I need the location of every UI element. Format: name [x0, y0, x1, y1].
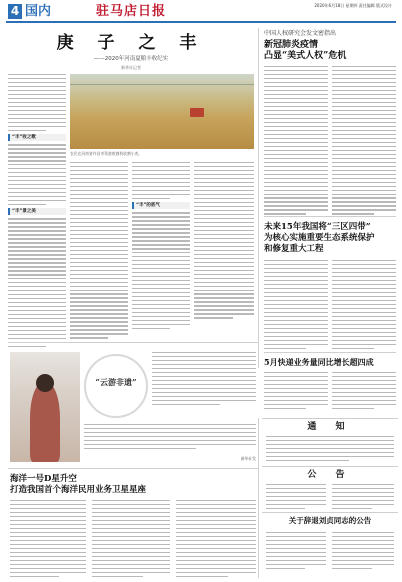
right3-headline: 5月快递业务量同比增长超四成 [264, 357, 374, 367]
divider-right1 [264, 216, 396, 217]
lead-column-4 [194, 162, 254, 321]
page-number: 4 [8, 4, 22, 19]
issue-info: 2020年6月18日 星期四 责任编辑 版式设计 [314, 3, 392, 8]
lead-byline: 新华社记者 [121, 65, 141, 70]
bottom-body-col2 [92, 500, 170, 580]
notice-body [266, 436, 394, 464]
lead-column-3 [132, 162, 190, 332]
right2-headline: 未来15年我国将“三区四带” 为核心实施重要生态系统保护 和修复重大工程 [264, 222, 375, 254]
right1-body-col1 [264, 66, 328, 217]
lead-box1-heading: “丰”收之歌 [8, 134, 66, 141]
column-divider [258, 28, 259, 368]
lead-subtitle: ——2020年河南夏粮丰收纪实 [93, 56, 169, 62]
obituary-title: 关于辞退刘贞同志的公告 [288, 516, 372, 525]
section-title: 国内 [25, 4, 52, 19]
right2-body-col2 [332, 260, 396, 352]
header-rule [6, 21, 396, 23]
announcement-title: 公 告 [307, 470, 353, 480]
harvester-shape [190, 108, 204, 117]
bottom-body-col1 [10, 500, 86, 580]
middle-body-2 [84, 424, 256, 452]
lead-column-2 [70, 162, 128, 341]
middle-body [152, 352, 256, 408]
obituary-body-col1 [266, 532, 326, 572]
notice-title: 通 知 [307, 422, 353, 432]
col3-box-heading: “丰”的底气 [132, 202, 190, 209]
right1-kicker: 中国人权研究会发文密指出 [264, 30, 337, 37]
right2-body-col1 [264, 260, 328, 352]
lead-title: 庚 子 之 丰 [56, 33, 206, 53]
wheat-harvest-photo [70, 74, 254, 149]
newspaper-masthead: 驻马店日报 [96, 4, 167, 19]
person-figure [30, 382, 60, 462]
divider-bottom [8, 468, 258, 469]
lead-column-1 [8, 74, 66, 350]
right3-body-col2 [332, 372, 396, 412]
heritage-photo [10, 352, 80, 462]
lead-box2-heading: “丰”景之美 [8, 208, 66, 215]
bottom-headline: 海洋一号D星升空 打造我国首个海洋民用业务卫星星座 [10, 474, 147, 495]
lead-photo-caption: 农民在河南省许昌市驾驶收割机收割小麦。 [70, 151, 143, 156]
middle-photo-caption: 新华社发 [240, 456, 256, 461]
announcement-body-col1 [266, 484, 326, 512]
right1-body-col2 [332, 66, 396, 217]
divider-middle [8, 342, 258, 343]
divider-right2 [264, 352, 396, 353]
obituary-body-col2 [332, 532, 394, 572]
notice-divider [258, 418, 259, 578]
announcement-body-col2 [332, 484, 394, 512]
bottom-body-col3 [176, 500, 256, 580]
right1-headline: 新冠肺炎疫情 凸显“美式人权”危机 [264, 40, 347, 61]
feature-title: “云游非遗” [95, 377, 137, 387]
right3-body-col1 [264, 372, 328, 412]
